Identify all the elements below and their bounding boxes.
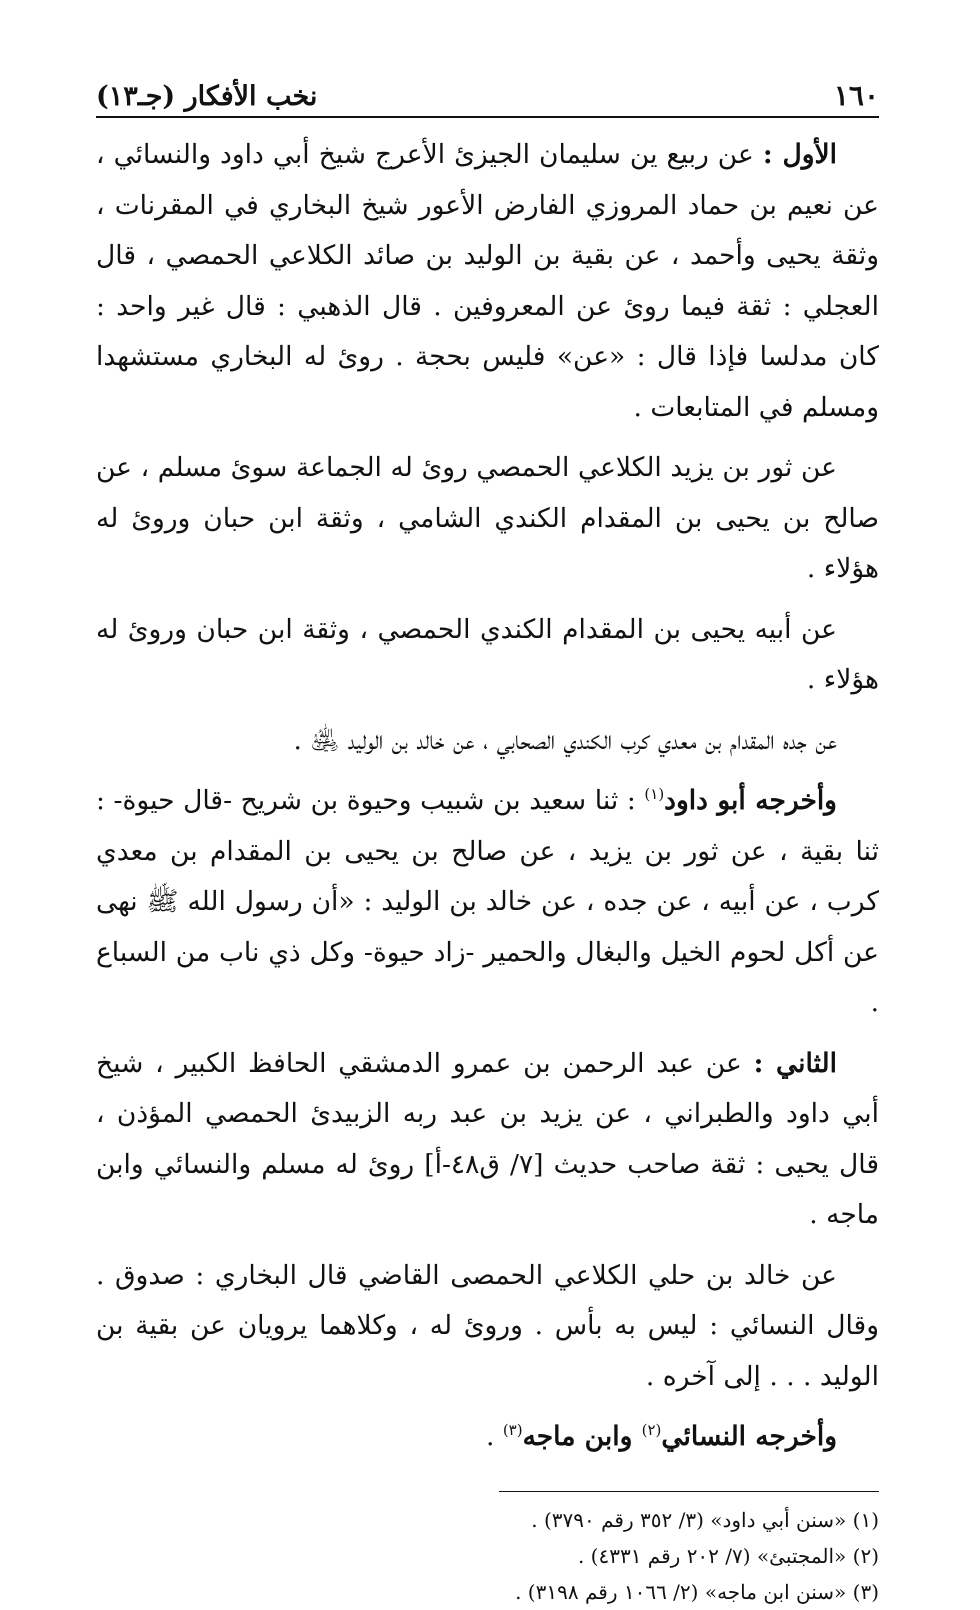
paragraph (96, 1039, 879, 1241)
closing-end: . (485, 1421, 503, 1452)
paragraph-text: عن ربيع ين سليمان الجيزئ الأعرج شيخ أبي داود والنسائي ، عن نعيم بن حماد المروزي الفارض الأعور شيخ البخاري في المقرنات ، وثقة يحيى وأحمد ، عن بقية بن الوليد بن صائد الكلاعي الحمصي ، قال العجلي : ثقة فيما روئ عن المعروفين . قال الذهبي : قال غير واحد : كان مدلسا فإذا قال : «عن» فليس بحجة . روئ له البخاري مستشهدا ومسلم في المتابعات . (96, 139, 879, 423)
paragraph (96, 716, 879, 767)
footnote-reference: (٣) (502, 1421, 523, 1440)
footnote: (١) «سنن أبي داود» (٣/ ٣٥٢ رقم ٣٧٩٠) . (531, 1507, 879, 1532)
closing-lead: وأخرجه النسائي (661, 1421, 837, 1452)
paragraph (96, 776, 879, 1029)
main-text (96, 118, 879, 1463)
footnotes (96, 1502, 879, 1610)
book-title: نخب الأفكار (جـ١٣) (96, 81, 318, 112)
paragraph-text: : ثنا سعيد بن شبيب وحيوة بن شريح -قال حيوة- : ثنا بقية ، عن ثور بن يزيد ، عن صالح بن يحيى بن المقدام بن معدي كرب ، عن أبيه ، عن جده ، عن خالد بن الوليد : «أن رسول الله ﷺ نهى عن أكل لحوم الخيل والبغال والحمير -زاد حيوة- وكل ذي ناب من السباع . (96, 785, 879, 1018)
footnote: (٣) «سنن ابن ماجه» (٢/ ١٠٦٦ رقم ٣١٩٨) . (515, 1579, 879, 1604)
paragraph-lead: الأول : (762, 139, 837, 170)
paragraph (96, 443, 879, 595)
page-number: ١٦٠ (833, 79, 879, 112)
paragraph-text: عن ثور بن يزيد الكلاعي الحمصي روئ له الجماعة سوئ مسلم ، عن صالح بن يحيى بن المقدام الكندي الشامي ، وثقة ابن حبان وروئ له هؤلاء . (96, 452, 879, 584)
footnote-reference: (١) (644, 785, 665, 804)
paragraph-text: عن خالد بن حلي الكلاعي الحمصى القاضي قال البخاري : صدوق . وقال النسائي : ليس به بأس . وروئ له ، وكلاهما يرويان عن بقية بن الوليد . . . إلى آخره . (96, 1259, 879, 1392)
paragraph-text: عن جده المقدام بن معدي كرب الكندي الصحابي ، عن خالد بن الوليد ﵁ . (293, 724, 837, 756)
document-page (96, 60, 879, 1604)
paragraph-text: عن عبد الرحمن بن عمرو الدمشقي الحافظ الكبير ، شيخ أبي داود والطبراني ، عن يزيد بن عبد ربه الزبيدئ الحمصي المؤذن ، قال يحيى : ثقة صاحب حديث [٧/ ق٤٨-أ] روئ له مسلم والنسائي وابن ماجه . (96, 1047, 879, 1230)
closing-lead: وابن ماجه (522, 1421, 642, 1452)
footnote: (٢) «المجتبئ» (٧/ ٢٠٢ رقم ٤٣٣١) . (577, 1543, 879, 1568)
paragraph (96, 1251, 879, 1403)
paragraph-lead: وأخرجه أبو داود (664, 785, 837, 816)
page-header (96, 60, 879, 118)
paragraph (96, 605, 879, 706)
footnote-divider (499, 1491, 879, 1492)
paragraph-lead: الثاني : (753, 1047, 837, 1079)
paragraph-text: عن أبيه يحيى بن المقدام الكندي الحمصي ، وثقة ابن حبان وروئ له هؤلاء . (96, 613, 879, 695)
closing-paragraph (96, 1412, 879, 1463)
paragraph (96, 130, 879, 433)
footnote-reference: (٢) (641, 1421, 662, 1440)
